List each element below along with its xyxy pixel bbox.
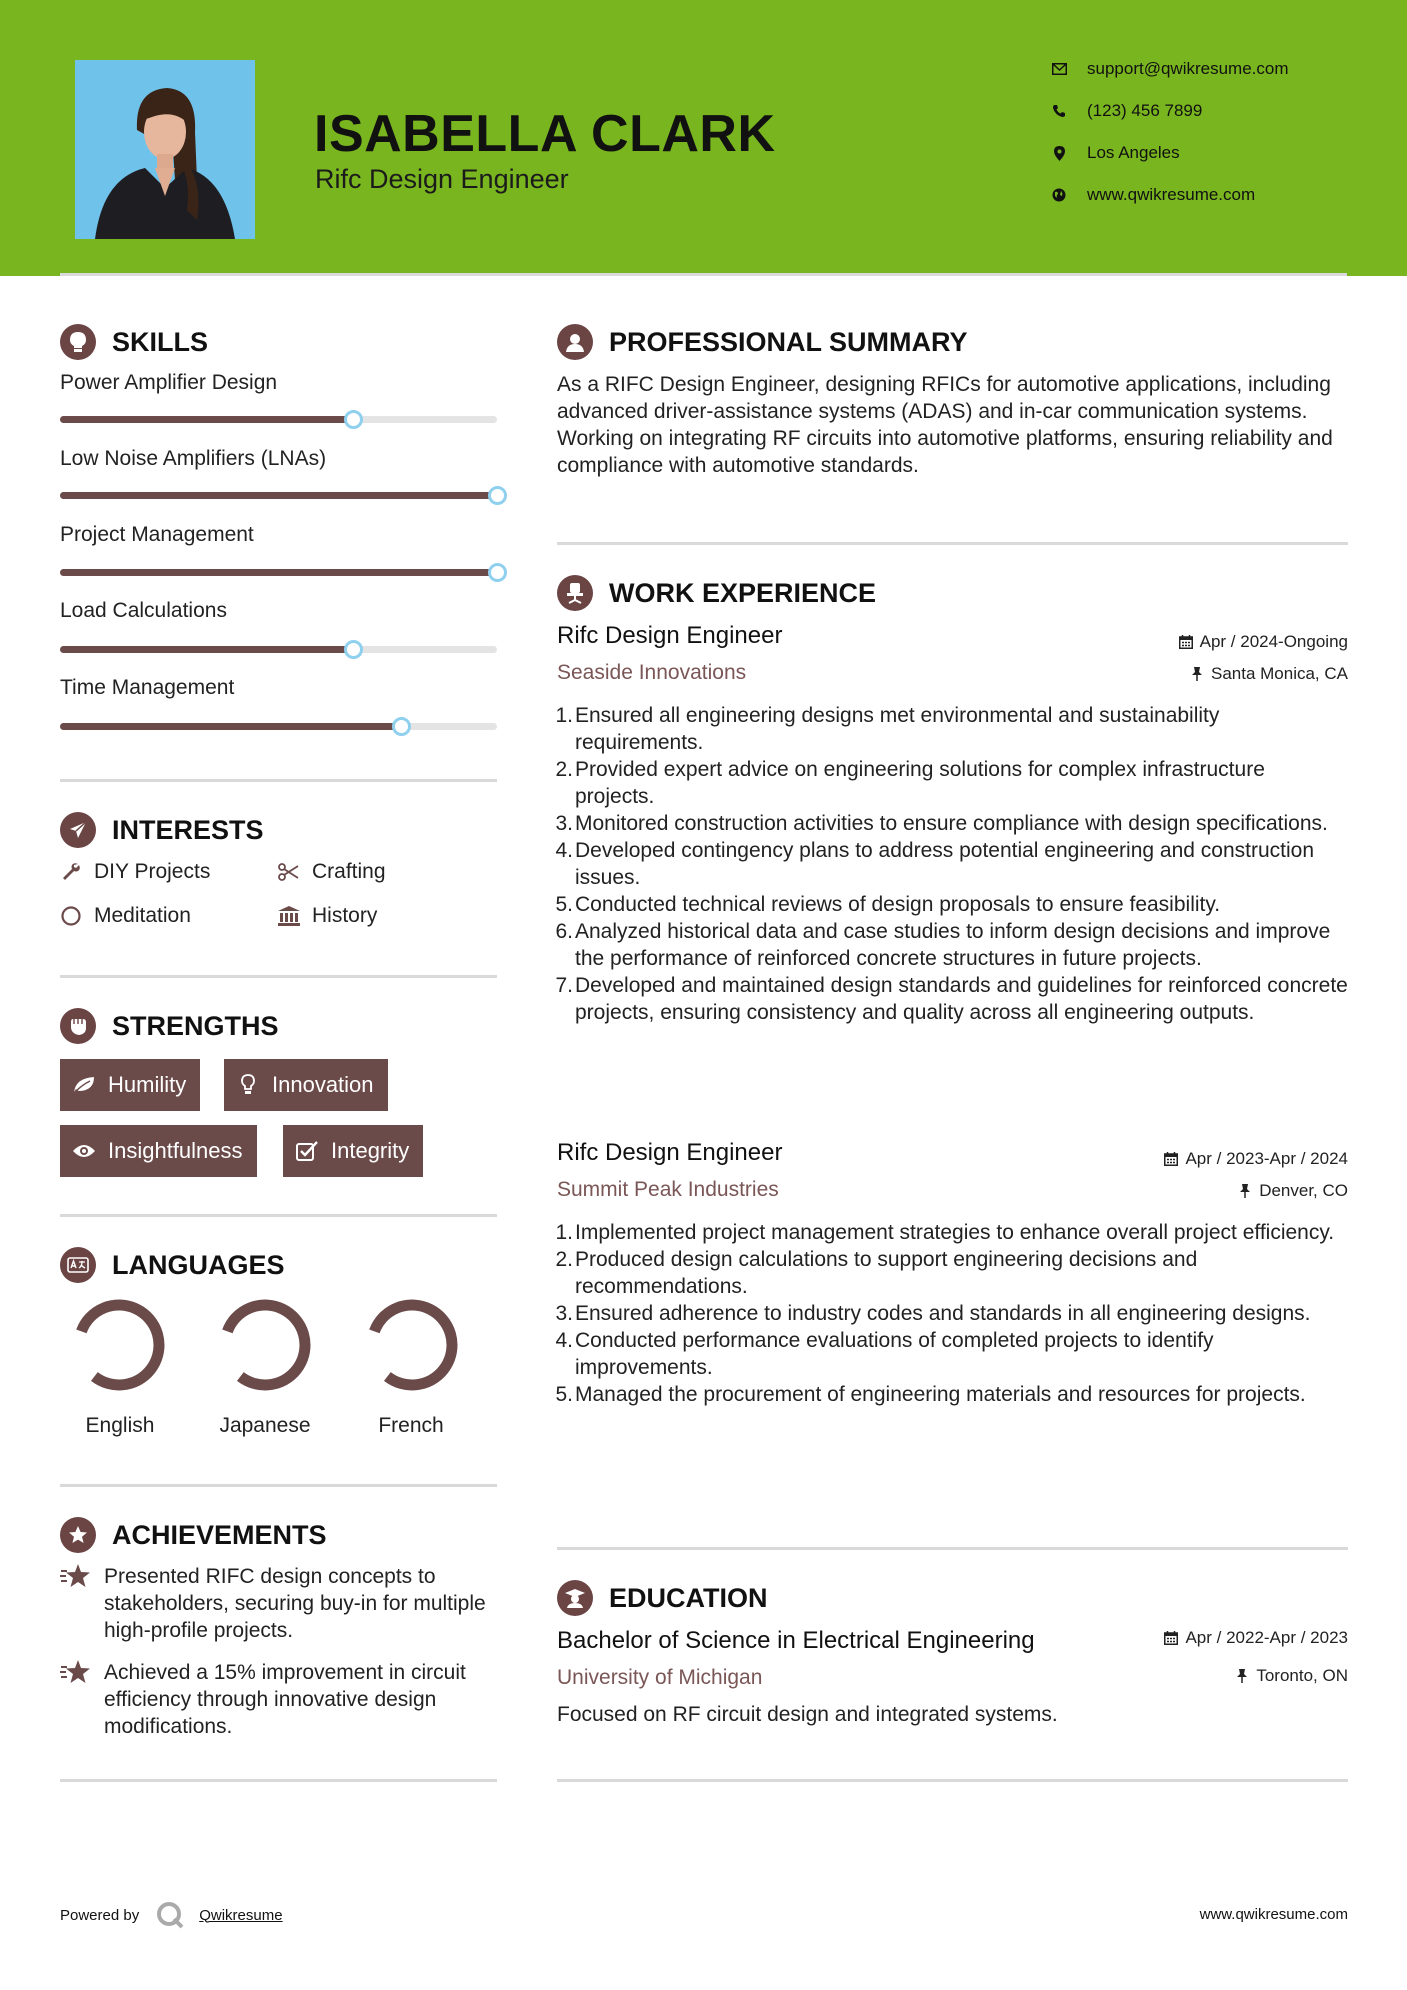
language-icon [60, 1247, 96, 1283]
check-square-icon [295, 1139, 319, 1163]
star-icon [60, 1563, 92, 1591]
thumbtack-icon [1238, 1184, 1252, 1198]
list-item: 3. Ensured adherence to industry codes and standards in all engineering designs. [555, 1302, 1311, 1325]
skill-label: Time Management [60, 676, 235, 699]
strength-tag: Innovation [224, 1059, 388, 1111]
calendar-icon [1164, 1152, 1178, 1166]
list-item: 1. Ensured all engineering designs met environmental and sustainability requirements. [555, 704, 1220, 754]
skill-bar-knob [344, 640, 363, 659]
qwikresume-logo-icon [155, 1900, 185, 1930]
qwikresume-link[interactable]: Qwikresume [199, 1906, 283, 1924]
profile-photo [75, 60, 255, 239]
job-location: Denver, CO [1238, 1181, 1348, 1201]
section-divider [60, 1779, 497, 1782]
degree-title: Bachelor of Science in Electrical Engineering [557, 1627, 1035, 1654]
skill-bar [60, 416, 497, 423]
languages-section-title: LANGUAGES [60, 1247, 497, 1283]
calendar-icon [1164, 1631, 1178, 1645]
skill-bar [60, 492, 497, 499]
star-badge-icon [60, 1517, 96, 1553]
strength-tag: Integrity [283, 1125, 423, 1177]
education-note: Focused on RF circuit design and integrated systems. [557, 1703, 1058, 1726]
thumbtack-icon [1235, 1669, 1249, 1683]
list-item: 4. Conducted performance evaluations of completed projects to identify improvements. [555, 1329, 1214, 1379]
strength-tag: Insightfulness [60, 1125, 257, 1177]
job-title: Rifc Design Engineer [557, 622, 783, 649]
user-icon [557, 324, 593, 360]
education-location: Toronto, ON [1235, 1666, 1348, 1686]
bank-icon [278, 905, 300, 927]
skill-bar-knob [488, 486, 507, 505]
skill-bar-knob [344, 410, 363, 429]
list-item: 5. Managed the procurement of engineering materials and resources for projects. [555, 1383, 1306, 1406]
star-icon [60, 1659, 92, 1687]
wrench-icon [60, 861, 82, 883]
footer-branding [60, 1900, 283, 1930]
paper-plane-icon [60, 812, 96, 848]
contact-location: Los Angeles [1051, 143, 1180, 163]
calendar-icon [1179, 635, 1193, 649]
eye-icon [72, 1139, 96, 1163]
list-item: 6. Analyzed historical data and case studies to inform design decisions and improve the performance of reinforced concrete structures in future projects. [555, 920, 1331, 970]
achievements-section-title: ACHIEVEMENTS [60, 1517, 497, 1553]
language-label: French [378, 1414, 444, 1437]
language-label: Japanese [219, 1414, 311, 1437]
skill-label: Low Noise Amplifiers (LNAs) [60, 447, 327, 470]
language-level-arc [374, 1305, 452, 1385]
skill-bar [60, 723, 497, 730]
language-level-arc [81, 1305, 159, 1385]
skill-bar-knob [488, 563, 507, 582]
job-company: Seaside Innovations [557, 661, 747, 684]
section-divider [60, 1214, 497, 1217]
candidate-role: Rifc Design Engineer [315, 164, 569, 194]
section-divider [557, 1547, 1348, 1550]
summary-section-title: PROFESSIONAL SUMMARY [557, 324, 1348, 360]
list-item: 7. Developed and maintained design standards and guidelines for reinforced concrete projects, ensuring consistency and quality across all engineering outputs. [555, 974, 1348, 1024]
footer-url[interactable]: www.qwikresume.com [1199, 1906, 1348, 1923]
skill-bar [60, 646, 497, 653]
job-duties-list [555, 702, 1348, 1026]
strengths-section-title: STRENGTHS [60, 1008, 497, 1044]
list-item: 5. Conducted technical reviews of design proposals to ensure feasibility. [555, 893, 1221, 916]
map-marker-icon [1051, 145, 1067, 161]
skill-bar-knob [392, 717, 411, 736]
list-item: 3. Monitored construction activities to ensure compliance with design specifications. [555, 812, 1328, 835]
candidate-name: ISABELLA CLARK [314, 105, 776, 163]
skill-label: Power Amplifier Design [60, 371, 278, 394]
interests-section-title: INTERESTS [60, 812, 497, 848]
interest-item: Meditation [60, 904, 191, 928]
skill-label: Project Management [60, 523, 254, 546]
skill-bar [60, 569, 497, 576]
phone-icon [1051, 103, 1067, 119]
job-location: Santa Monica, CA [1190, 664, 1348, 684]
office-chair-icon [557, 575, 593, 611]
job-title: Rifc Design Engineer [557, 1139, 783, 1166]
skills-section-title: SKILLS [60, 324, 497, 360]
list-item: 2. Produced design calculations to support engineering decisions and recommendations. [555, 1248, 1198, 1298]
interest-item: Crafting [278, 860, 386, 884]
language-dial [210, 1298, 320, 1397]
job-dates: Apr / 2024-Ongoing [1179, 632, 1348, 652]
job-company: Summit Peak Industries [557, 1178, 779, 1201]
skill-label: Load Calculations [60, 599, 227, 622]
school-name: University of Michigan [557, 1666, 763, 1689]
list-item: 2. Provided expert advice on engineering solutions for complex infrastructure projects. [555, 758, 1265, 808]
section-divider [557, 1779, 1348, 1782]
achievement-item: Presented RIFC design concepts to stakeholders, securing buy-in for multiple high-profile projects. [60, 1563, 497, 1644]
section-divider [60, 975, 497, 978]
section-divider [60, 1484, 497, 1487]
strength-tag: Humility [60, 1059, 200, 1111]
interest-item: DIY Projects [60, 860, 210, 884]
contact-website[interactable]: www.qwikresume.com [1051, 185, 1255, 205]
list-item: 1. Implemented project management strategies to enhance overall project efficiency. [555, 1221, 1335, 1244]
language-dial [64, 1298, 174, 1397]
leaf-icon [72, 1073, 96, 1097]
job-duties-list [555, 1219, 1348, 1408]
envelope-icon [1051, 61, 1067, 77]
lightbulb-icon [236, 1073, 260, 1097]
job-dates: Apr / 2023-Apr / 2024 [1164, 1149, 1348, 1169]
education-dates: Apr / 2022-Apr / 2023 [1164, 1628, 1348, 1648]
graduate-icon [557, 1580, 593, 1616]
contact-email[interactable]: support@qwikresume.com [1051, 59, 1289, 79]
language-dial [357, 1298, 467, 1397]
contact-phone[interactable]: (123) 456 7899 [1051, 101, 1202, 121]
experience-section-title: WORK EXPERIENCE [557, 575, 1348, 611]
globe-icon [1051, 187, 1067, 203]
section-divider [60, 779, 497, 782]
fist-icon [60, 1008, 96, 1044]
scissors-icon [278, 861, 300, 883]
language-level-arc [227, 1305, 305, 1385]
powered-by-text: Powered by [60, 1906, 140, 1924]
achievement-item: Achieved a 15% improvement in circuit efficiency through innovative design modifications. [60, 1659, 497, 1740]
thumbtack-icon [1190, 667, 1204, 681]
language-label: English [85, 1414, 155, 1437]
summary-text: As a RIFC Design Engineer, designing RFICs for automotive applications, including advanced driver-assistance systems (ADAS) and in-car communication systems. Working on integrating RF circuits into automotive platforms, ensuring reliability and compliance with automotive standards. [557, 373, 1333, 477]
circle-icon [60, 905, 82, 927]
education-section-title: EDUCATION [557, 1580, 1348, 1616]
list-item: 4. Developed contingency plans to address potential engineering and construction issues. [555, 839, 1314, 889]
section-divider [557, 542, 1348, 545]
header-divider [60, 273, 1347, 276]
lightbulb-icon [60, 324, 96, 360]
interest-item: History [278, 904, 377, 928]
resume-header [0, 0, 1407, 276]
